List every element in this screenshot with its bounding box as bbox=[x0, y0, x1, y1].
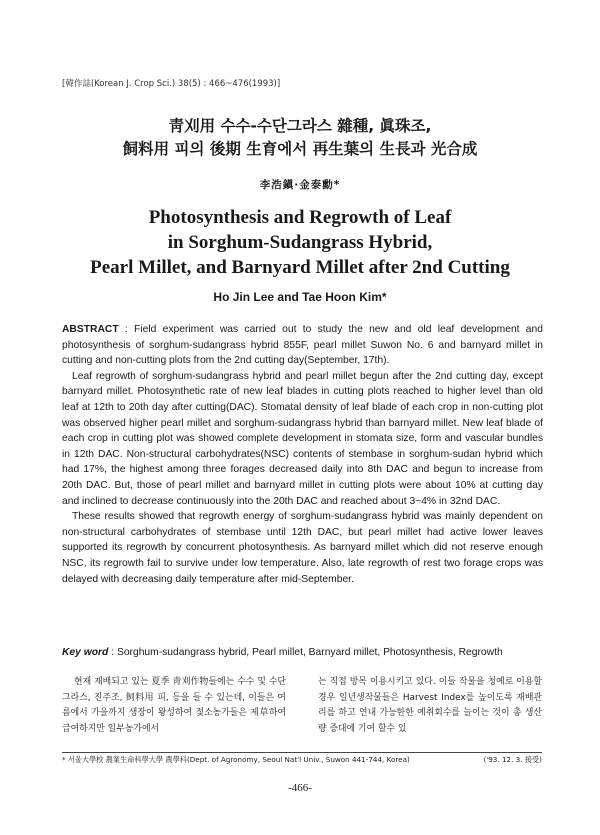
footnote-affiliation: * 서울大學校 農業生命科學大學 農學科(Dept. of Agronomy, Seoul Nat'l Univ., Suwon 441-744, Korea) bbox=[62, 755, 410, 764]
keywords-separator: : bbox=[108, 647, 117, 658]
korean-title-line-1: 靑刈用 수수-수단그라스 雜種, 眞珠조, bbox=[168, 117, 432, 135]
footnote-divider bbox=[62, 752, 542, 753]
abstract-text-1: Field experiment was carried out to study the new and old leaf development and photosynthesis of sorghum-sudangrass hybrid 855F, pearl millet Suwon No. 6 and barnyard millet in cutting and non-cutting plots from the 2nd cutting day(September, 17th). bbox=[62, 324, 543, 367]
page-number: -466- bbox=[288, 782, 312, 794]
abstract-paragraph-2: Leaf regrowth of sorghum-sudangrass hybrid and pearl millet begun after the 2nd cutting day, except barnyard millet. Photosynthetic rate of new leaf blades in cutting plots reached to higher level than old leaf at 12th to 20th day after cutting(DAC). Stomatal density of leaf blade of each crop in non-cutting plot was observed higher pearl millet and sorghum-sudangrass hybrid than barnyard millet. New leaf blade of each crop in cutting plot was showed complete development in stomata size, form and vascular bundles in 12th DAC. Non-structural carbohydrates(NSC) contents of stembase in sorghum-sudan hybrid which had 17%, the highest among three forages decreased daily into 8th DAC and begun to increase from 20th DAC. But, those of pearl millet and barnyard millet in cutting plots were about 10% at cutting day and inclined to decrease continuously into the 20th DAC and reached about 3~4% in 32nd DAC. bbox=[62, 370, 543, 507]
body-left-text: 현재 재배되고 있는 夏季 靑刈作物들에는 수수 및 수단그라스, 진주조, 飼料用 피, 등을 들 수 있는데, 이들은 여름에서 가을까지 생장이 왕성하여 젖소농가들은 제草하여 급여하지만 일부농가에서 bbox=[62, 677, 286, 734]
keywords bbox=[62, 645, 543, 660]
body-column-left bbox=[62, 675, 286, 737]
english-title-line-3: Pearl Millet, and Barnyard Millet after 2nd Cutting bbox=[90, 257, 510, 278]
body-right-text: 는 직접 방목 이용시키고 있다. 이들 작물을 청예로 이용할 경우 일년생작물들은 Harvest Index를 높이도록 재배관리를 하고 연내 가능한한 예취회수를 늘이는 것이 총 생산량 증대에 기여 할수 있 bbox=[318, 677, 542, 734]
abstract-label: ABSTRACT bbox=[62, 324, 119, 335]
korean-authors: 李浩鎭·金泰勳* bbox=[259, 179, 341, 191]
journal-citation: [韓作誌(Korean J. Crop Sci.) 38(5) : 466~476(1993)] bbox=[62, 79, 281, 89]
abstract bbox=[62, 322, 543, 587]
footnote-received-date: ('93. 12. 3. 接受) bbox=[483, 755, 542, 764]
korean-title-line-2: 飼料用 피의 後期 生育에서 再生葉의 生長과 光合成 bbox=[122, 140, 478, 158]
english-title-line-1: Photosynthesis and Regrowth of Leaf bbox=[148, 207, 452, 228]
keywords-label: Key word bbox=[62, 647, 109, 658]
abstract-separator: : bbox=[118, 324, 135, 335]
english-authors: Ho Jin Lee and Tae Hoon Kim* bbox=[213, 290, 387, 304]
footnote bbox=[62, 755, 542, 765]
abstract-paragraph-3: These results showed that regrowth energy of sorghum-sudangrass hybrid was mainly dependent on non-structural carbohydrates of stembase until 12th DAC, but pearl millet had active lower leaves supported its regrowth by concurrent photosynthesis. As barnyard millet which did not reserve enough NSC, its regrowth fail to survive under low temperature. Also, late regrowth of rest two forage crops was delayed with decreasing daily temperature after mid-September. bbox=[62, 511, 543, 585]
body-column-right bbox=[318, 675, 542, 737]
keywords-text: Sorghum-sudangrass hybrid, Pearl millet, Barnyard millet, Photosynthesis, Regrowth bbox=[116, 647, 503, 658]
abstract-paragraph-1 bbox=[62, 322, 543, 369]
english-title-line-2: in Sorghum-Sudangrass Hybrid, bbox=[167, 232, 433, 253]
